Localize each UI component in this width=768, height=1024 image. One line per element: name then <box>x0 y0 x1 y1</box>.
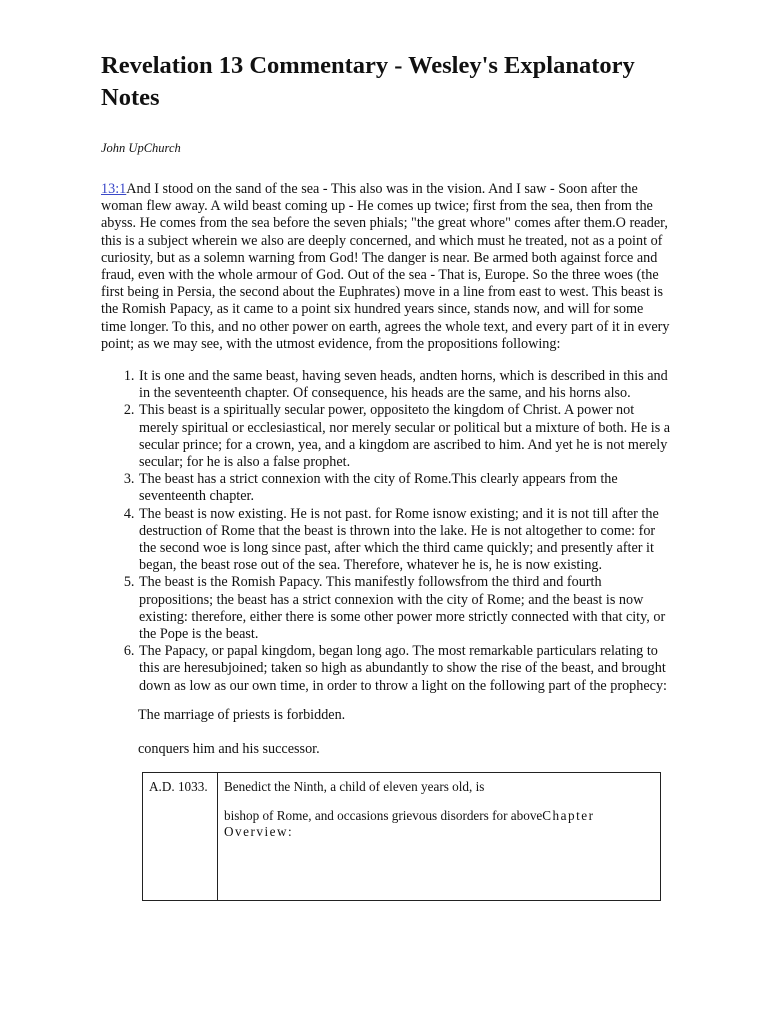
event-line <box>224 808 654 840</box>
propositions-list <box>101 368 671 695</box>
verse-link-13-1[interactable]: 13:1 <box>101 181 127 197</box>
proposition-item: 6. The Papacy, or papal kingdom, began long ago. The most remarkable particulars relating to this are heresubjoined; taken so high as abundantly to show the rise of the beast, and brought down as low as our own time, in order to throw a light on the following part of the prophecy: <box>138 643 671 695</box>
event-line-text: bishop of Rome, and occasions grievous disorders for above <box>224 808 543 824</box>
chronology-table <box>142 772 661 901</box>
table-row <box>143 773 661 901</box>
year-cell: A.D. 1033. <box>143 773 218 901</box>
proposition-item: 2. This beast is a spiritually secular power, oppositeto the kingdom of Christ. A power not merely spiritual or ecclesiastical, nor merely secular or political but a mixture of both. He is a secular prince; for a crown, yea, and a kingdom are ascribed to him. And yet he is not merely secular; for he is also a false prophet. <box>138 402 671 471</box>
event-line: Benedict the Ninth, a child of eleven years old, is <box>224 779 485 795</box>
marriage-paragraph: The marriage of priests is forbidden. <box>138 706 346 723</box>
author-name: John UpChurch <box>101 141 181 155</box>
proposition-item: 5. The beast is the Romish Papacy. This manifestly followsfrom the third and fourth propositions; the beast has a strict connexion with the city of Rome; and the beast is now existing: therefore, either there is some other power more strictly connected with that city, or the Pope is the beast. <box>138 574 671 643</box>
document-page <box>101 50 671 901</box>
conquers-paragraph: conquers him and his successor. <box>138 741 320 758</box>
page-title: Revelation 13 Commentary - Wesley's Explanatory Notes <box>101 52 635 111</box>
chapter-overview-label: Chapter Overview: <box>224 808 595 840</box>
event-cell <box>218 773 661 901</box>
intro-paragraph <box>101 181 671 353</box>
intro-text: And I stood on the sand of the sea - This also was in the vision. And I saw - Soon after the woman flew away. A wild beast coming up - He comes up twice; first from the sea, then from the abyss. He comes from the sea before the seven phials; "the great whore" comes after them.O reader, this is a subject wherein we also are deeply concerned, and which must he treated, not as a point of curiosity, but as a solemn warning from God! The danger is near. Be armed both against force and fraud, even with the whole armour of God. Out of the sea - That is, Europe. So the three woes (the first being in Persia, the second about the Euphrates) move in a line from east to west. This beast is the Romish Papacy, as it came to a point six hundred years since, stands now, and will for some time longer. To this, and no other power on earth, agrees the whole text, and every part of it in every point; as we may see, with the utmost evidence, from the propositions following: <box>101 181 670 352</box>
proposition-item: 1. It is one and the same beast, having seven heads, andten horns, which is described in this and in the seventeenth chapter. Of consequence, his heads are the same, and his horns also. <box>138 368 671 402</box>
proposition-item: 4. The beast is now existing. He is not past. for Rome isnow existing; and it is not till after the destruction of Rome that the beast is thrown into the lake. He is not altogether to come: for the second woe is long since past, after which the third came quickly; and presently after it began, the beast rose out of the sea. Therefore, whatever he is, he is now existing. <box>138 506 671 575</box>
proposition-item: 3. The beast has a strict connexion with the city of Rome.This clearly appears from the seventeenth chapter. <box>138 471 671 505</box>
